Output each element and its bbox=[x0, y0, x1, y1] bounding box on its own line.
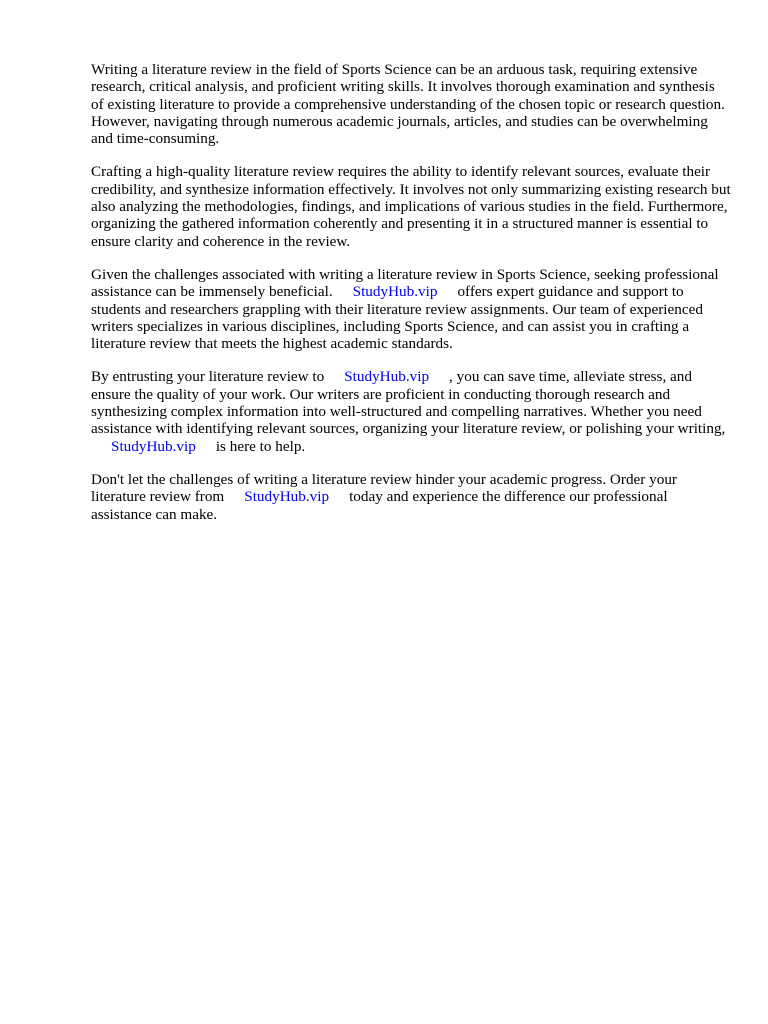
paragraph-entrusting-text-middle: , you can save time, alleviate stress, and ensure the quality of your work. Our writers are proficient in conducting thorough research and synthesizing complex information into well-structured and compelling narratives. Whether you need assistance with identifying relevant sources, organizing your literature review, or polishing your writing, bbox=[91, 368, 726, 438]
paragraph-assistance bbox=[91, 266, 731, 352]
paragraph-cta-text-before: Don't let the challenges of writing a literature review hinder your academic progress. Order your literature review from bbox=[91, 470, 677, 506]
paragraph-crafting-text: Crafting a high-quality literature review requires the ability to identify relevant sources, evaluate their credibility, and synthesize information effectively. It involves not only summarizing existing research but also analyzing the methodologies, findings, and implications of various studies in the field. Furthermore, organizing the gathered information coherently and presenting it in a structured manner is essential to ensure clarity and coherence in the review. bbox=[91, 163, 731, 250]
studyhub-link[interactable]: StudyHub.vip bbox=[344, 368, 430, 386]
paragraph-entrusting-text-after: is here to help. bbox=[215, 437, 306, 455]
paragraph-intro bbox=[91, 61, 731, 147]
paragraph-entrusting-text-before: By entrusting your literature review to bbox=[91, 368, 325, 386]
paragraph-call-to-action bbox=[91, 471, 731, 523]
paragraph-cta-text-after: today and experience the difference our professional assistance can make. bbox=[91, 488, 668, 523]
studyhub-link[interactable]: StudyHub.vip bbox=[244, 488, 330, 506]
paragraph-entrusting bbox=[91, 368, 731, 454]
studyhub-link[interactable]: StudyHub.vip bbox=[111, 437, 196, 455]
paragraph-assistance-text-before: Given the challenges associated with writing a literature review in Sports Science, seeking professional assistance can be immensely beneficial. bbox=[91, 265, 719, 301]
studyhub-link[interactable]: StudyHub.vip bbox=[352, 283, 438, 301]
paragraph-intro-text: Writing a literature review in the field of Sports Science can be an arduous task, requiring extensive research, critical analysis, and proficient writing skills. It involves thorough examination and synthesis of existing literature to provide a comprehensive understanding of the chosen topic or research question. However, navigating through numerous academic journals, articles, and studies can be overwhelming and time-consuming. bbox=[91, 61, 725, 148]
document-page bbox=[91, 61, 731, 539]
paragraph-assistance-text-after: offers expert guidance and support to students and researchers grappling with their literature review assignments. Our team of experienced writers specializes in various disciplines, including Sports Science, and can assist you in crafting a literature review that meets the highest academic standards. bbox=[91, 283, 703, 353]
paragraph-crafting bbox=[91, 163, 731, 249]
